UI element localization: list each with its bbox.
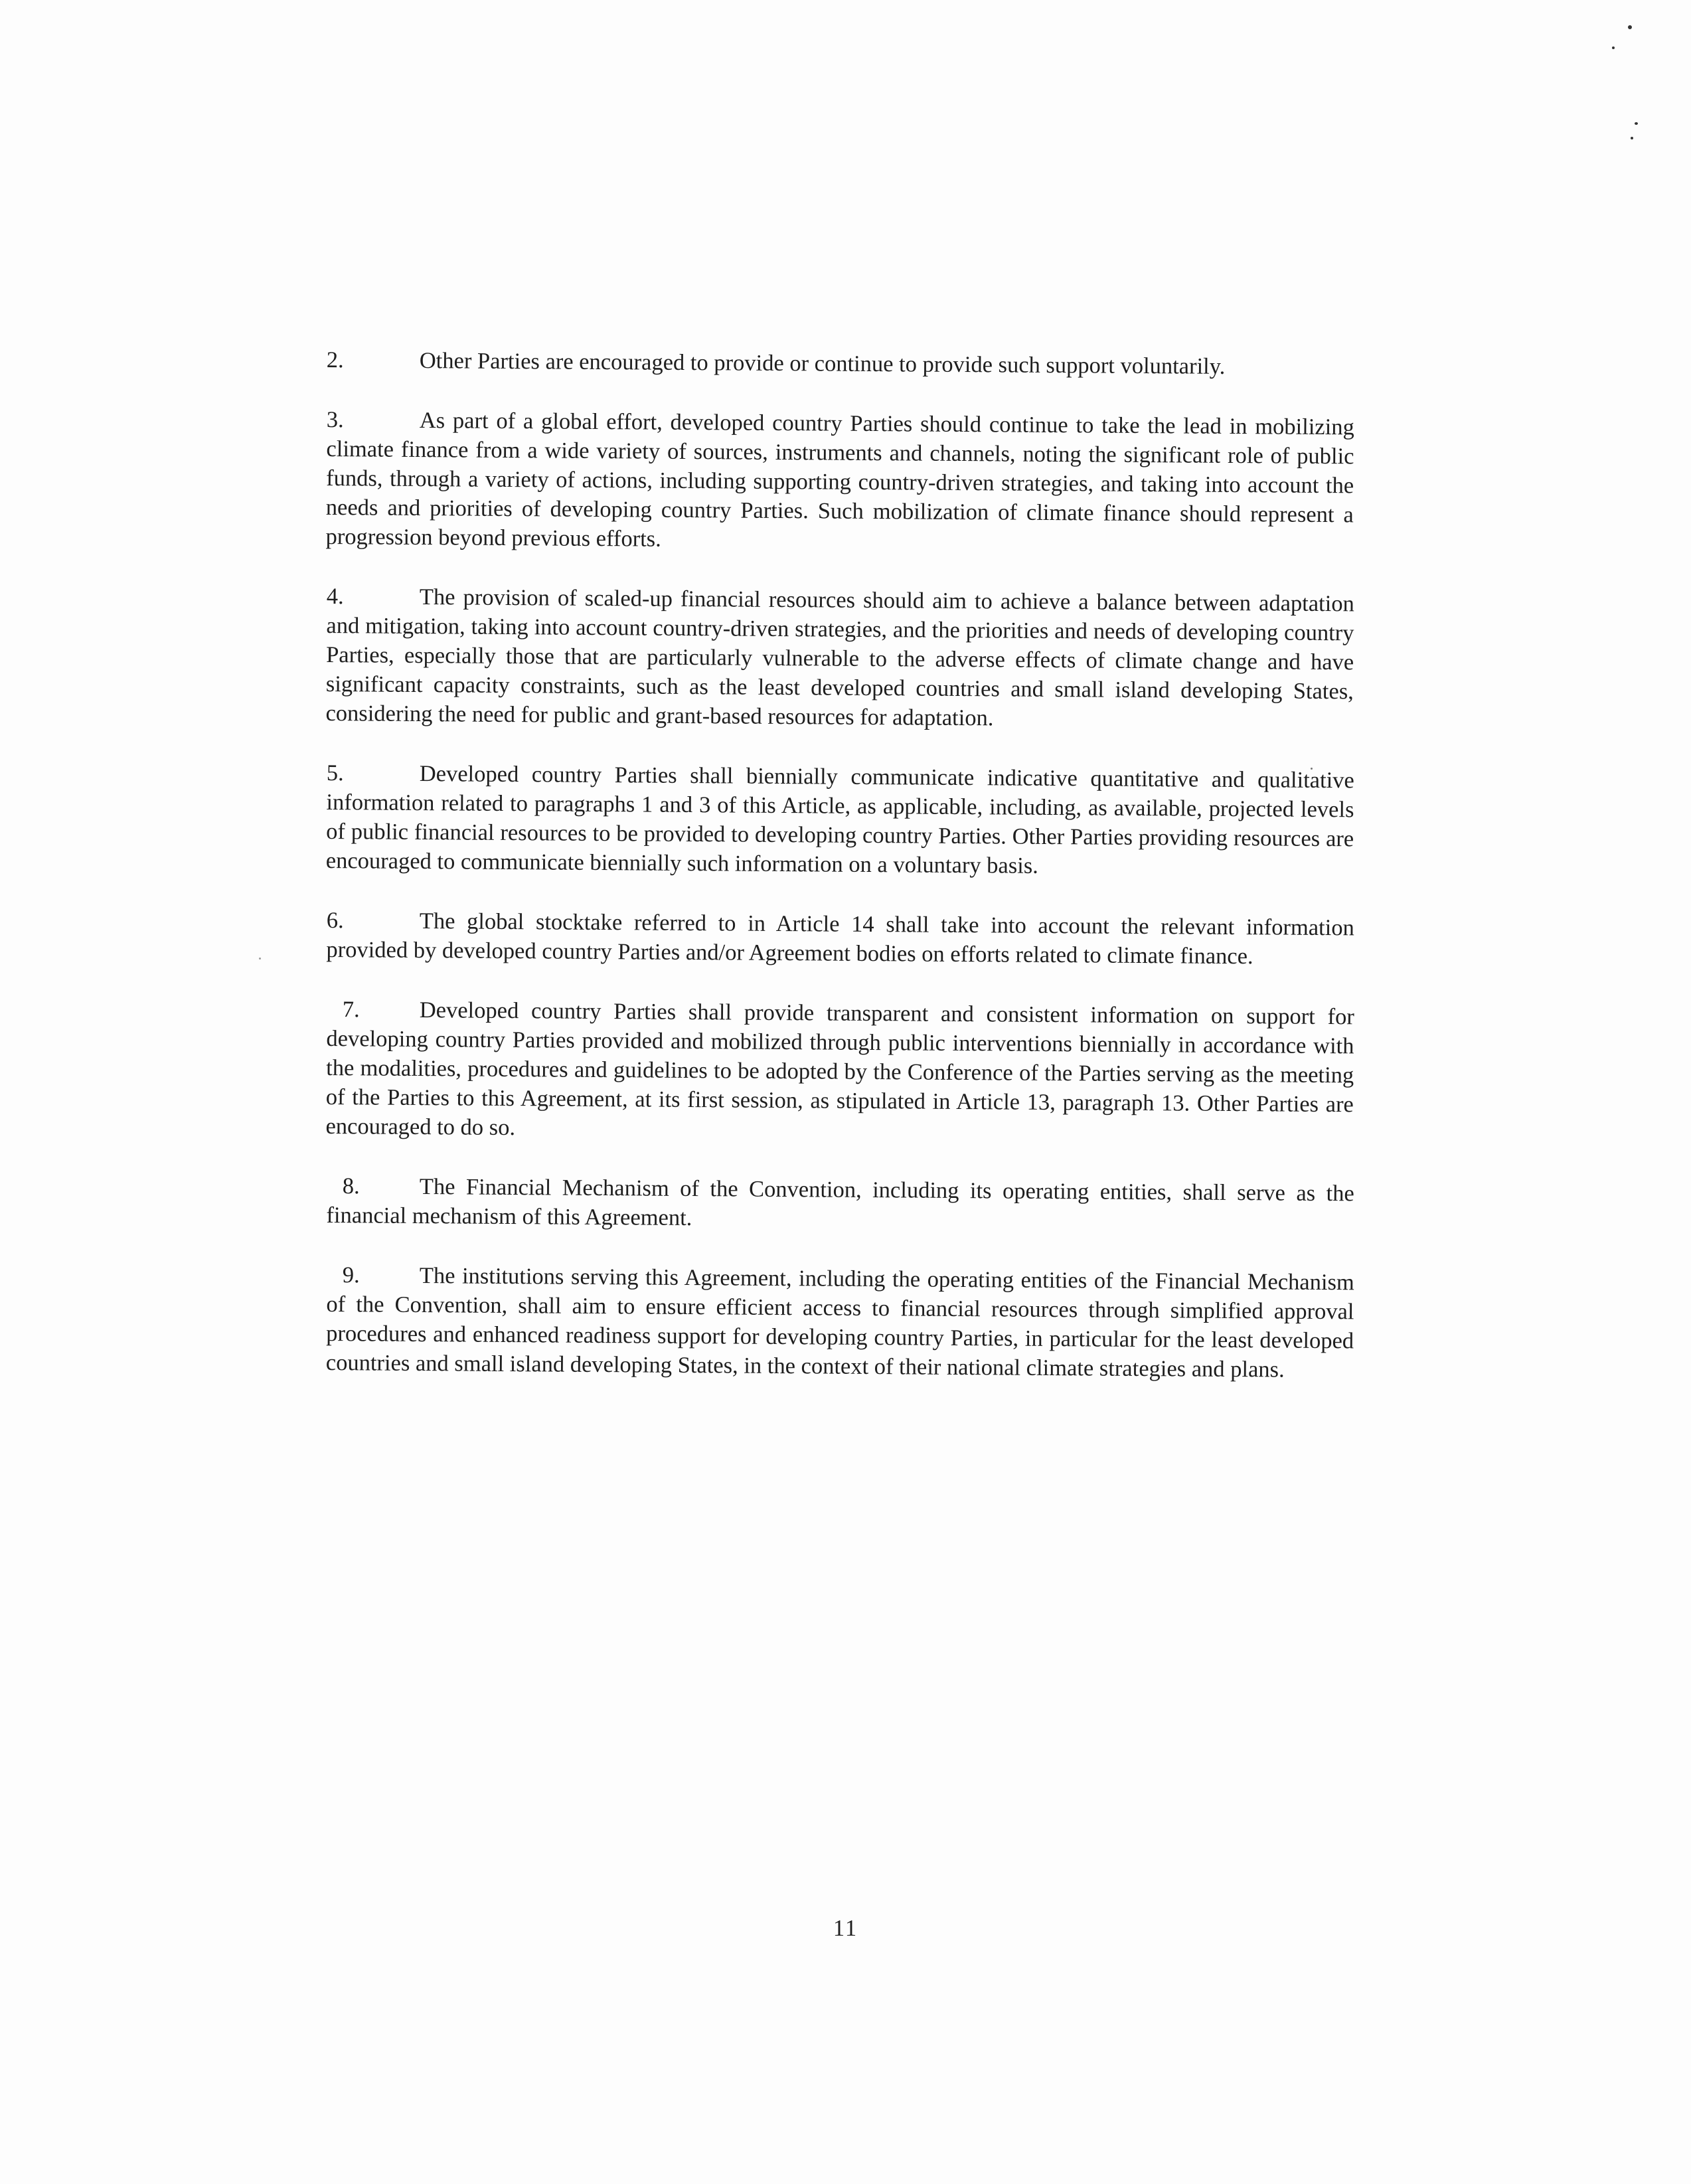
scan-speck	[259, 958, 261, 960]
paragraph-text: Developed country Parties shall biennially communicate indicative quantitative and qualitative information related to paragraphs 1 and 3 of this Article, as applicable, including, as available, projected levels of public financial resources to be provided to developing country Parties. Other Parties providing resources are encouraged to communicate biennially such information on a voluntary basis.	[325, 761, 1354, 879]
paragraph-number: 4.	[326, 583, 344, 610]
paragraph-6	[326, 906, 1354, 971]
paragraph-text: The institutions serving this Agreement, including the operating entities of the Financial Mechanism of the Convention, shall aim to ensure efficient access to financial resources through simplified approval procedures and enhanced readiness support for developing country Parties, in particular for the least developed countries and small island developing States, in the context of their national climate strategies and plans.	[325, 1263, 1354, 1383]
page-number: 11	[833, 1916, 858, 1941]
paragraph-number: 2.	[326, 347, 344, 373]
paragraph-text: Other Parties are encouraged to provide or continue to provide such support voluntarily.	[419, 348, 1226, 379]
paragraph-number: 5.	[326, 760, 344, 786]
scan-speck	[1612, 46, 1615, 49]
paragraph-number: 9.	[342, 1262, 360, 1288]
paragraph-text: The provision of scaled-up financial resources should aim to achieve a balance between adaptation and mitigation, taking into account country-driven strategies, and the priorities and needs of developing country Parties, especially those that are particularly vulnerable to the adverse effects of climate change and have significant capacity constraints, such as the least developed countries and small island developing States, considering the need for public and grant-based resources for adaptation.	[325, 584, 1354, 731]
paragraph-8	[326, 1171, 1354, 1237]
paragraph-4	[325, 582, 1354, 735]
paragraph-number: 6.	[326, 908, 344, 934]
paragraph-text: Developed country Parties shall provide transparent and consistent information on support for developing country Parties provided and mobilized through public interventions biennially in accordance with the modalities, procedures and guidelines to be adopted by the Conference of the Parties serving as the meeting of the Parties to this Agreement, at its first session, as stipulated in Article 13, paragraph 13. Other Parties are encouraged to do so.	[325, 997, 1354, 1141]
paragraph-7	[325, 995, 1354, 1148]
paragraph-number: 8.	[342, 1173, 360, 1199]
paragraph-5	[326, 758, 1354, 882]
scan-speck	[1631, 137, 1633, 139]
paragraph-number: 3.	[326, 406, 344, 433]
scan-speck	[1635, 122, 1638, 125]
paragraph-text: The Financial Mechanism of the Convention, including its operating entities, shall serve as the financial mechanism of this Agreement.	[326, 1174, 1354, 1231]
paragraph-2	[327, 345, 1354, 382]
paragraph-text: As part of a global effort, developed country Parties should continue to take the lead in mobilizing climate finance from a wide variety of sources, instruments and channels, noting the significant role of public funds, through a variety of actions, including supporting country-driven strategies, and taking into account the needs and priorities of developing country Parties. Such mobilization of climate finance should represent a progression beyond previous efforts.	[325, 408, 1354, 552]
paragraph-number: 7.	[342, 997, 360, 1023]
paragraph-9	[326, 1260, 1354, 1385]
paragraph-3	[325, 405, 1354, 558]
paragraph-text: The global stocktake referred to in Article 14 shall take into account the relevant information provided by developed country Parties and/or Agreement bodies on efforts related to climate finance.	[326, 908, 1354, 969]
document-body	[327, 345, 1354, 1408]
scan-speck	[1628, 25, 1632, 29]
